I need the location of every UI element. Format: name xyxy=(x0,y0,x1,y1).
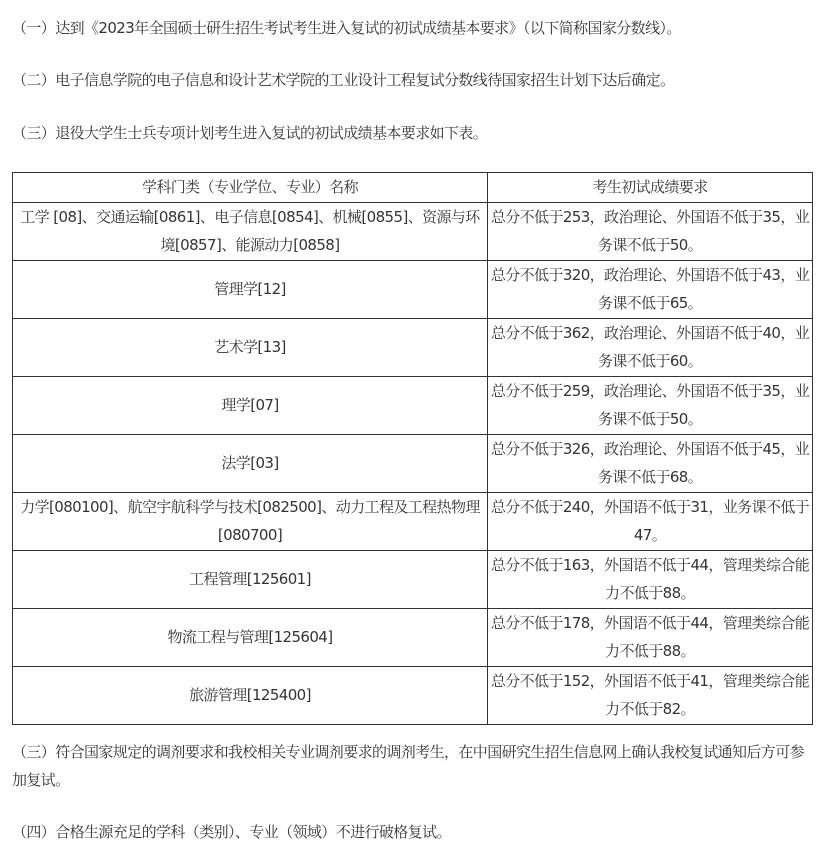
requirement-cell: 总分不低于326，政治理论、外国语不低于45，业务课不低于68。 xyxy=(488,434,813,492)
paragraph-pending-lines: （二）电子信息学院的电子信息和设计艺术学院的工业设计工程复试分数线待国家招生计划下达后确定。 xyxy=(12,71,675,89)
subject-cell: 工学 [08]、交通运输[0861]、电子信息[0854]、机械[0855]、资源与环境[0857]、能源动力[0858] xyxy=(13,202,488,260)
requirement-cell: 总分不低于259，政治理论、外国语不低于35，业务课不低于50。 xyxy=(488,376,813,434)
requirement-cell: 总分不低于362，政治理论、外国语不低于40，业务课不低于60。 xyxy=(488,318,813,376)
requirement-cell: 总分不低于253，政治理论、外国语不低于35，业务课不低于50。 xyxy=(488,202,813,260)
subject-cell: 物流工程与管理[125604] xyxy=(13,608,488,666)
table-row xyxy=(13,434,813,492)
table-row xyxy=(13,666,813,724)
requirement-cell: 总分不低于178，外国语不低于44，管理类综合能力不低于88。 xyxy=(488,608,813,666)
table-row xyxy=(13,608,813,666)
table-header-row xyxy=(13,173,813,203)
table-row xyxy=(13,376,813,434)
table-row xyxy=(13,202,813,260)
subject-cell: 理学[07] xyxy=(13,376,488,434)
subject-cell: 工程管理[125601] xyxy=(13,550,488,608)
requirement-cell: 总分不低于320，政治理论、外国语不低于43，业务课不低于65。 xyxy=(488,260,813,318)
column-header-subject: 学科门类（专业学位、专业）名称 xyxy=(13,173,488,203)
requirement-cell: 总分不低于240，外国语不低于31，业务课不低于47。 xyxy=(488,492,813,550)
table-row xyxy=(13,550,813,608)
table-row xyxy=(13,318,813,376)
table-row xyxy=(13,260,813,318)
subject-cell: 旅游管理[125400] xyxy=(13,666,488,724)
paragraph-transfer-candidates: （三）符合国家规定的调剂要求和我校相关专业调剂要求的调剂考生，在中国研究生招生信息网上确认我校复试通知后方可参加复试。 xyxy=(12,743,805,789)
requirement-cell: 总分不低于152，外国语不低于41，管理类综合能力不低于82。 xyxy=(488,666,813,724)
requirement-cell: 总分不低于163，外国语不低于44，管理类综合能力不低于88。 xyxy=(488,550,813,608)
paragraph-no-exceptional: （四）合格生源充足的学科（类别）、专业（领域）不进行破格复试。 xyxy=(12,823,451,841)
subject-cell: 法学[03] xyxy=(13,434,488,492)
requirements-table xyxy=(12,172,813,725)
table-row xyxy=(13,492,813,550)
subject-cell: 艺术学[13] xyxy=(13,318,488,376)
subject-cell: 力学[080100]、航空宇航科学与技术[082500]、动力工程及工程热物理[080700] xyxy=(13,492,488,550)
paragraph-national-line: （一）达到《2023年全国硕士研生招生考试考生进入复试的初试成绩基本要求》（以下简称国家分数线）。 xyxy=(12,19,681,37)
subject-cell: 管理学[12] xyxy=(13,260,488,318)
column-header-requirement: 考生初试成绩要求 xyxy=(488,173,813,203)
paragraph-veteran-plan: （三）退役大学生士兵专项计划考生进入复试的初试成绩基本要求如下表。 xyxy=(12,124,488,142)
